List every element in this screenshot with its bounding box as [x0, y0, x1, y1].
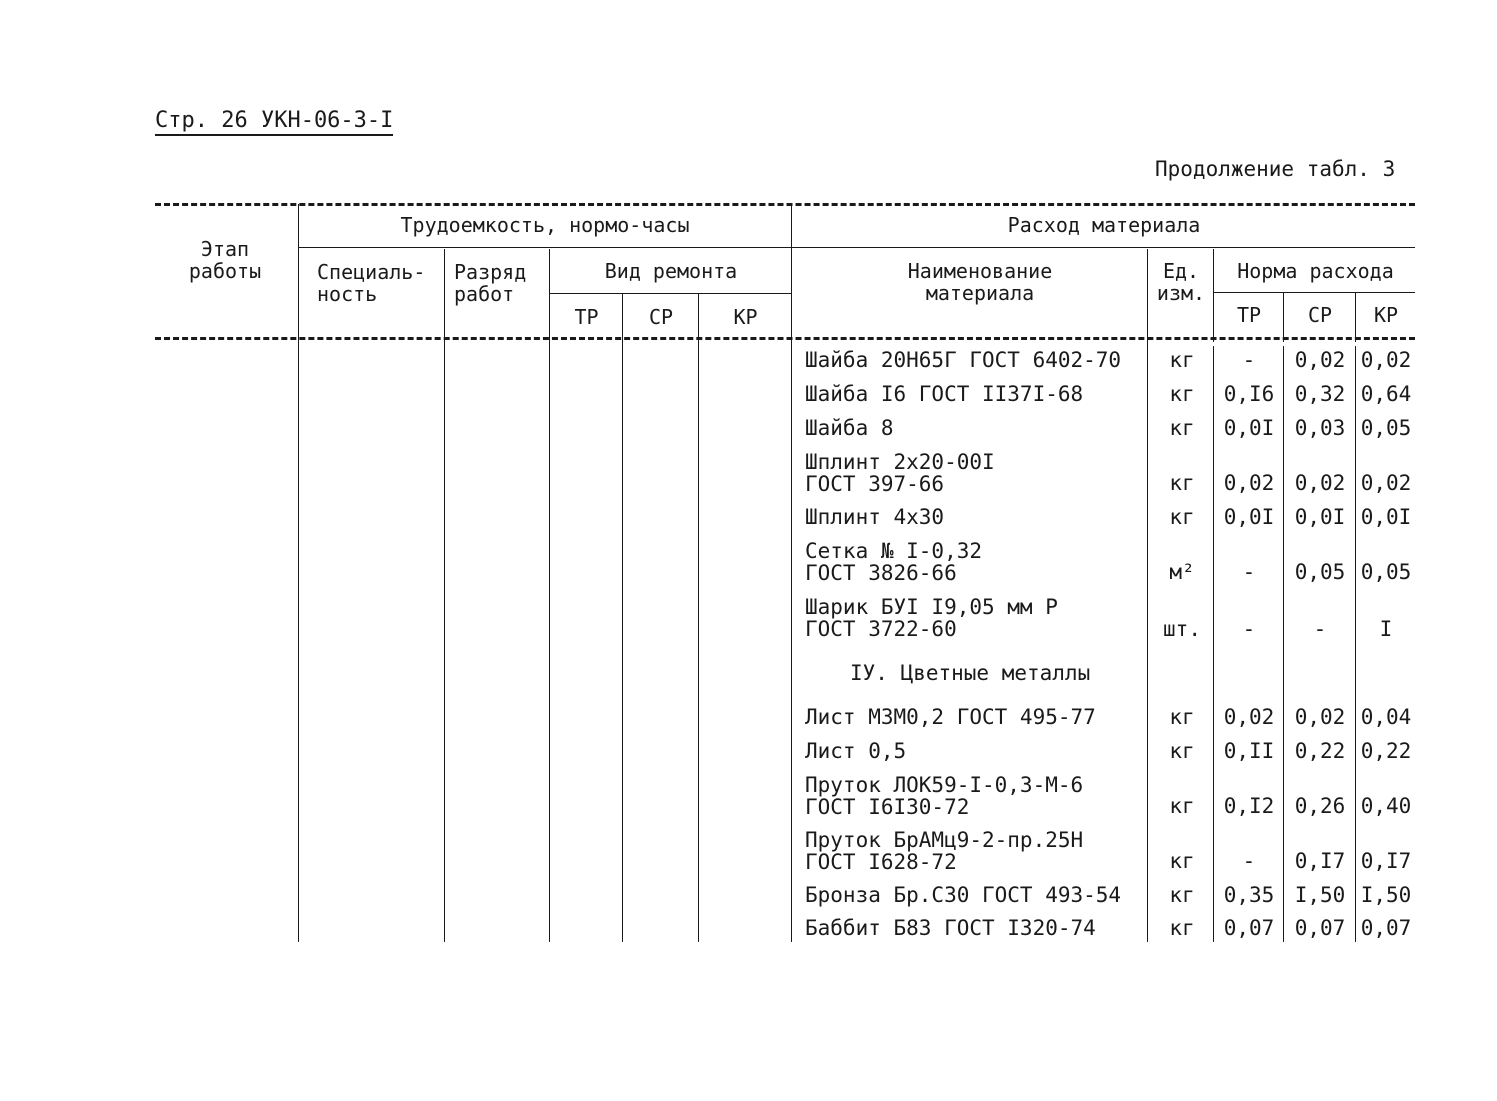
row-norm-kr: I: [1379, 617, 1393, 641]
header-tr: ТР: [574, 305, 599, 329]
norm-col-sep-mid2: [1355, 346, 1356, 942]
row-unit: кг: [1169, 705, 1195, 729]
table-top-border: [155, 203, 1415, 206]
header-divider-1: [298, 247, 1415, 248]
row-norm-sr: 0,26: [1294, 794, 1346, 818]
row-norm-sr: 0,22: [1294, 739, 1346, 763]
row-material-name: Пруток БрАМц9-2-пр.25Н: [805, 828, 1084, 852]
header-norm-sr: СР: [1307, 303, 1333, 327]
row-norm-tr: -: [1242, 849, 1256, 873]
row-material-name: Пруток ЛОК59-I-0,3-М-6: [805, 773, 1084, 797]
row-norm-tr: 0,I6: [1223, 382, 1275, 406]
row-norm-sr: I,50: [1294, 883, 1346, 907]
row-norm-kr: 0,05: [1360, 416, 1412, 440]
row-norm-tr: -: [1242, 617, 1256, 641]
row-norm-sr: -: [1313, 617, 1327, 641]
header-labor: Трудоемкость, нормо-часы: [400, 213, 690, 237]
row-norm-sr: 0,0I: [1294, 505, 1346, 529]
row-material-name-line2: ГОСТ I6I30-72: [805, 795, 970, 819]
col-sep-unit-header: [1213, 249, 1214, 342]
row-norm-kr: 0,0I: [1360, 505, 1412, 529]
row-material-name: Сетка № I-0,32: [805, 539, 983, 563]
row-norm-sr: 0,02: [1294, 705, 1346, 729]
col-sep-specialty: [444, 249, 445, 942]
row-norm-sr: 0,02: [1294, 348, 1346, 372]
row-norm-kr: 0,64: [1360, 382, 1412, 406]
row-material-name: Шайба 20Н65Г ГОСТ 6402-70: [805, 348, 1122, 372]
row-unit: кг: [1169, 916, 1195, 940]
row-material-name: Лист 0,5: [805, 739, 907, 763]
norm-col-sep-mid1: [1283, 346, 1284, 942]
row-norm-tr: 0,02: [1223, 705, 1275, 729]
row-unit: шт.: [1163, 617, 1201, 641]
row-material-name: Шайба 8: [805, 416, 894, 440]
col-sep-tr: [622, 294, 623, 942]
row-norm-tr: 0,35: [1223, 883, 1275, 907]
row-material-name: Бронза Бр.С30 ГОСТ 493-54: [805, 883, 1122, 907]
row-norm-kr: 0,04: [1360, 705, 1412, 729]
row-norm-tr: 0,07: [1223, 916, 1275, 940]
header-norm-kr: КР: [1373, 303, 1399, 327]
row-norm-kr: 0,I7: [1360, 849, 1412, 873]
row-norm-sr: 0,07: [1294, 916, 1346, 940]
row-unit: кг: [1169, 505, 1195, 529]
header-norm-tr: ТР: [1236, 303, 1262, 327]
row-material-name: Лист М3М0,2 ГОСТ 495-77: [805, 705, 1096, 729]
row-unit: кг: [1169, 348, 1195, 372]
header-specialty: Специаль-ность: [317, 260, 426, 306]
row-unit: кг: [1169, 883, 1195, 907]
row-norm-kr: I,50: [1360, 883, 1412, 907]
row-material-name: Шайба I6 ГОСТ II37I-68: [805, 382, 1084, 406]
section-heading: IУ. Цветные металлы: [850, 661, 1091, 685]
row-unit: м²: [1169, 560, 1195, 584]
row-norm-sr: 0,02: [1294, 471, 1346, 495]
col-sep-norm-sr-header: [1355, 293, 1356, 342]
header-repair-type: Вид ремонта: [604, 259, 738, 283]
row-material-name-line2: ГОСТ 397-66: [805, 472, 945, 496]
row-norm-tr: -: [1242, 348, 1256, 372]
row-norm-tr: 0,II: [1223, 739, 1275, 763]
row-unit: кг: [1169, 416, 1195, 440]
header-kr: КР: [733, 305, 758, 329]
header-consumption-norm: Норма расхода: [1237, 259, 1394, 283]
row-norm-kr: 0,02: [1360, 471, 1412, 495]
row-unit: кг: [1169, 471, 1195, 495]
row-material-name: Шарик БУI I9,05 мм Р: [805, 595, 1058, 619]
row-material-name: Баббит Б83 ГОСТ I320-74: [805, 916, 1096, 940]
page-header: Стр. 26 УКН-06-3-I: [155, 108, 393, 136]
header-divider-norm: [1214, 292, 1415, 293]
header-grade: Разряд работ: [454, 260, 527, 306]
row-unit: кг: [1169, 739, 1195, 763]
col-sep-sr: [698, 294, 699, 942]
header-sr: СР: [648, 305, 674, 329]
row-norm-kr: 0,05: [1360, 560, 1412, 584]
header-stage: Этап работы: [188, 237, 262, 283]
row-norm-tr: 0,0I: [1223, 416, 1275, 440]
row-unit: кг: [1169, 794, 1195, 818]
row-norm-kr: 0,07: [1360, 916, 1412, 940]
row-norm-tr: 0,02: [1223, 471, 1275, 495]
row-norm-tr: -: [1242, 560, 1256, 584]
row-norm-sr: 0,I7: [1294, 849, 1346, 873]
row-norm-sr: 0,03: [1294, 416, 1346, 440]
row-unit: кг: [1169, 849, 1195, 873]
col-sep-stage: [298, 204, 299, 942]
header-divider-repair: [549, 293, 792, 294]
row-norm-kr: 0,22: [1360, 739, 1412, 763]
row-norm-sr: 0,32: [1294, 382, 1346, 406]
col-sep-grade: [549, 249, 550, 942]
row-unit: кг: [1169, 382, 1195, 406]
table-continuation-label: Продолжение табл. 3: [1155, 157, 1396, 181]
header-material-usage: Расход материала: [1007, 213, 1201, 237]
row-material-name-line2: ГОСТ I628-72: [805, 850, 957, 874]
norm-col-sep-left: [1213, 346, 1214, 942]
row-norm-kr: 0,02: [1360, 348, 1412, 372]
row-norm-tr: 0,I2: [1223, 794, 1275, 818]
row-material-name: Шплинт 2х20-00I: [805, 450, 995, 474]
row-norm-kr: 0,40: [1360, 794, 1412, 818]
col-sep-norm-tr-header: [1283, 293, 1284, 342]
row-material-name-line2: ГОСТ 3722-60: [805, 617, 957, 641]
col-sep-labor: [791, 204, 792, 942]
row-material-name: Шплинт 4х30: [805, 505, 945, 529]
row-norm-sr: 0,05: [1294, 560, 1346, 584]
header-material-name: Наименование материала: [907, 259, 1053, 305]
row-material-name-line2: ГОСТ 3826-66: [805, 561, 957, 585]
col-sep-name: [1147, 249, 1148, 942]
header-bottom-border: [155, 337, 1415, 340]
row-norm-tr: 0,0I: [1223, 505, 1275, 529]
header-unit: Ед. изм.: [1156, 259, 1206, 305]
